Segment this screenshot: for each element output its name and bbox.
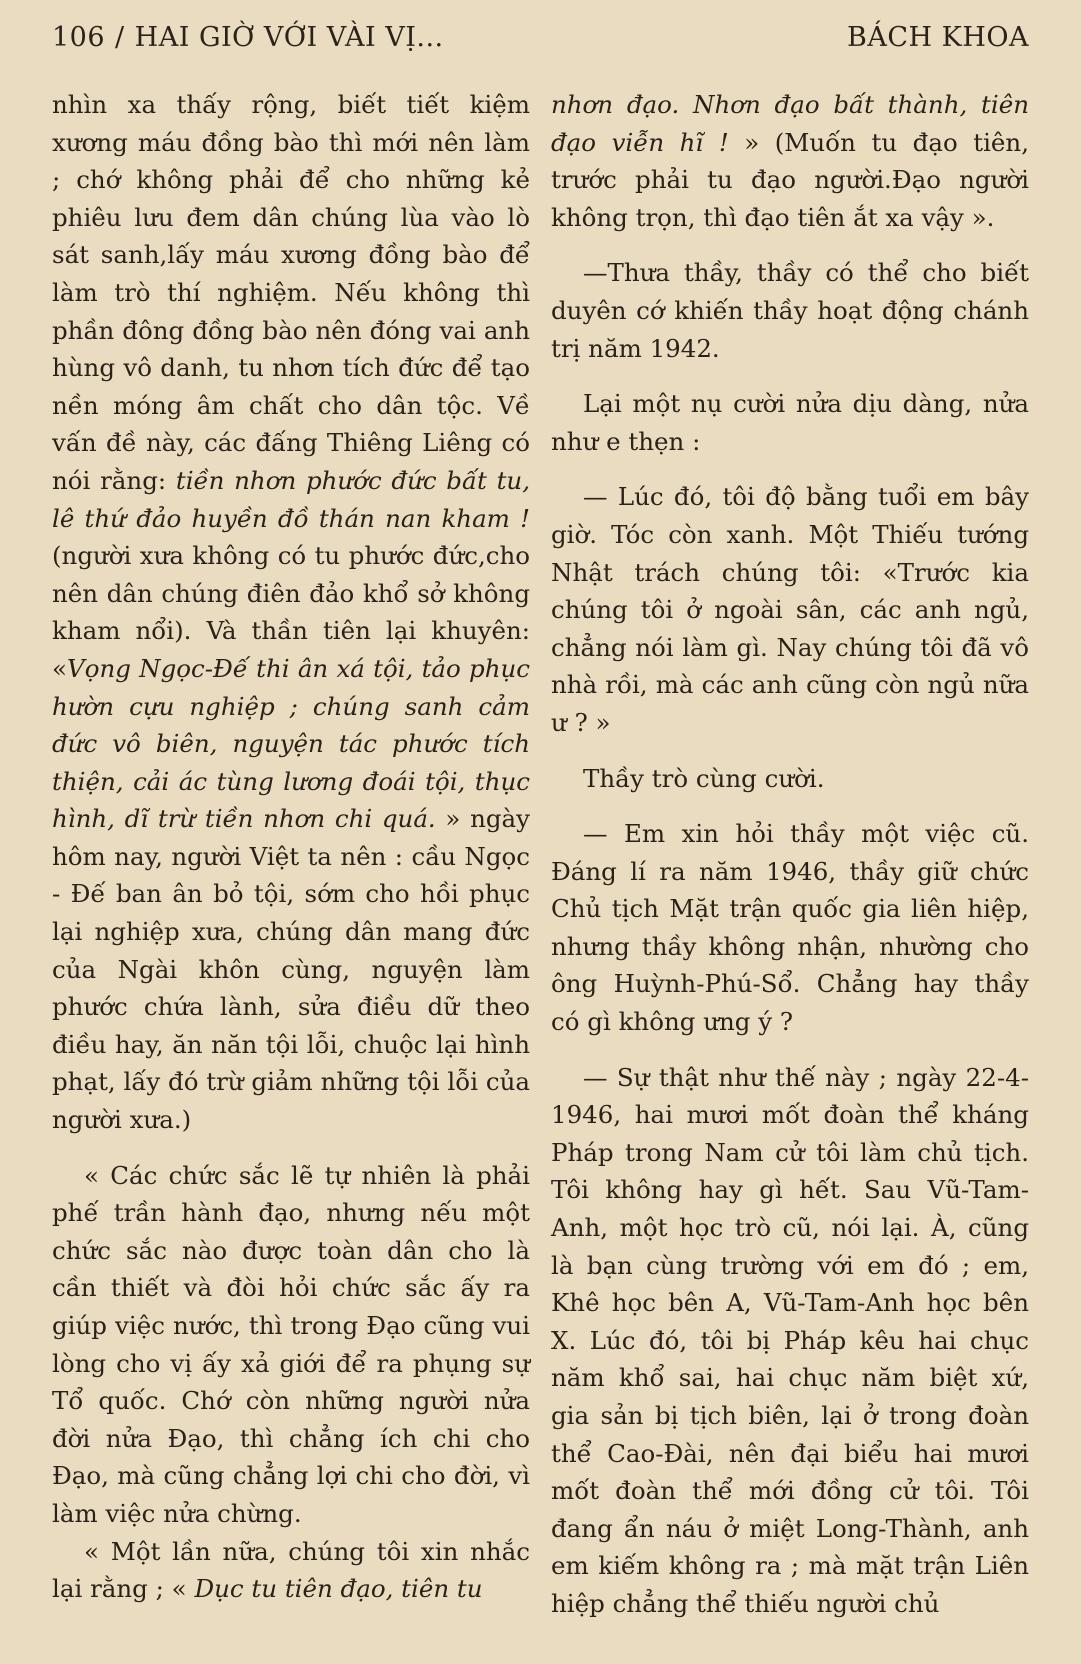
right-paragraph-1 xyxy=(551,86,1029,236)
right-paragraph-5: Thầy trò cùng cười. xyxy=(583,763,825,793)
page-number: 106 xyxy=(52,22,106,53)
right-paragraph-3: Lại một nụ cười nửa dịu dàng, nửa như e thẹn : xyxy=(551,389,1029,456)
right-paragraph-7: — Sự thật như thế này ; ngày 22-4-1946, hai mươi mốt đoàn thể kháng Pháp trong Nam cử tôi làm chủ tịch. Tôi không hay gì hết. Sau Vũ-Tam-Anh, một học trò cũ, nói lại. À, cũng là bạn cùng trường với em đó ; em, Khê học bên A, Vũ-Tam-Anh học bên X. Lúc đó, tôi bị Pháp kêu hai chục năm khổ sai, hai chục năm biệt xứ, gia sản bị tịch biên, lại ở trong đoàn thể Cao-Đài, nên đại biểu hai mươi mốt đoàn thể mới đồng cử tôi. Tôi đang ẩn náu ở miệt Long-Thành, anh em kiếm không ra ; mà mặt trận Liên hiệp chẳng thể thiếu người chủ xyxy=(551,1062,1029,1618)
left-p1-quote-1: tiền nhơn phước đức bất tu, lê thứ đảo huyền đồ thán nan kham ! xyxy=(52,465,530,533)
left-p1-text-c: » ngày hôm nay, người Việt ta nên : cầu Ngọc - Đế ban ân bỏ tội, sớm cho hồi phục lại nghiệp xưa, chúng dân mang đức của Ngài khôn cùng, nguyện làm phước chứa lành, sửa điều dữ theo điều hay, ăn năn tội lỗi, chuộc lại hình phạt, lấy đó trừ giảm những tội lỗi của người xưa.) xyxy=(52,804,530,1135)
left-p3-text: « Một lần nữa, chúng tôi xin nhắc lại rằng ; « xyxy=(52,1536,530,1604)
right-paragraph-2: —Thưa thầy, thầy có thể cho biết duyên cớ khiến thầy hoạt động chánh trị năm 1942. xyxy=(551,258,1029,363)
left-column xyxy=(52,86,530,1623)
left-paragraph-2: « Các chức sắc lẽ tự nhiên là phải phế trần hành đạo, nhưng nếu một chức sắc nào được toàn dân cho là cần thiết và đòi hỏi chức sắc ấy ra giúp việc nước, thì trong Đạo cũng vui lòng cho vị ấy xả giới để ra phụng sự Tổ quốc. Chớ còn những người nửa đời nửa Đạo, thì chẳng ích chi cho Đạo, mà cũng chẳng lợi chi cho đời, vì làm việc nửa chừng. xyxy=(52,1160,530,1528)
page-header xyxy=(52,22,1029,76)
magazine-name: BÁCH KHOA xyxy=(847,22,1029,53)
right-paragraph-4: — Lúc đó, tôi độ bằng tuổi em bây giờ. Tóc còn xanh. Một Thiếu tướng Nhật trách chúng tôi: «Trước kia chúng tôi ở ngoài sân, các anh ngủ, chẳng nói làm gì. Nay chúng tôi đã vô nhà rồi, mà các anh cũng còn ngủ nữa ư ? » xyxy=(551,482,1029,737)
left-p1-text-a: nhìn xa thấy rộng, biết tiết kiệm xương máu đồng bào thì mới nên làm ; chớ không phải để cho những kẻ phiêu lưu đem dân chúng lùa vào lò sát sanh,lấy máu xương đồng bào để làm trò thí nghiệm. Nếu không thì phần đông đồng bào nên đóng vai anh hùng vô danh, tu nhơn tích đức để tạo nền móng âm chất cho dân tộc. Về vấn đề này, các đấng Thiêng Liêng có nói rằng: xyxy=(52,90,530,495)
left-p1-quote-2: Vọng Ngọc-Đế thi ân xá tội, tảo phục hườn cựu nghiệp ; chúng sanh cảm đức vô biên, nguyện tác phước tích thiện, cải ác tùng lương đoái tội, thục hình, dĩ trừ tiền nhơn chi quá. xyxy=(52,653,530,834)
header-left xyxy=(52,22,444,53)
right-column xyxy=(551,86,1029,1623)
left-p3-quote: Dục tu tiên đạo, tiên tu xyxy=(194,1574,483,1604)
left-paragraph-1 xyxy=(52,86,530,1139)
header-separator: / xyxy=(115,22,125,53)
right-p1-quote: nhơn đạo. Nhơn đạo bất thành, tiên đạo viễn hĩ ! xyxy=(551,90,1029,157)
left-paragraph-3 xyxy=(52,1533,530,1608)
right-p1-text: » (Muốn tu đạo tiên, trước phải tu đạo người.Đạo người không trọn, thì đạo tiên ắt xa vậy ». xyxy=(551,127,1029,232)
right-paragraph-6: — Em xin hỏi thầy một việc cũ. Đáng lí ra năm 1946, thầy giữ chức Chủ tịch Mặt trận quốc gia liên hiệp, nhưng thầy không nhận, nhường cho ông Huỳnh-Phú-Sổ. Chẳng hay thầy có gì không ưng ý ? xyxy=(551,819,1029,1037)
running-title: HAI GIỜ VỚI VÀI VỊ... xyxy=(134,22,444,53)
left-p1-text-b: (người xưa không có tu phước đức,cho nên dân chúng điên đảo khổ sở không kham nổi). Và thần tiên lại khuyên: « xyxy=(52,541,530,683)
text-columns xyxy=(52,86,1029,1623)
